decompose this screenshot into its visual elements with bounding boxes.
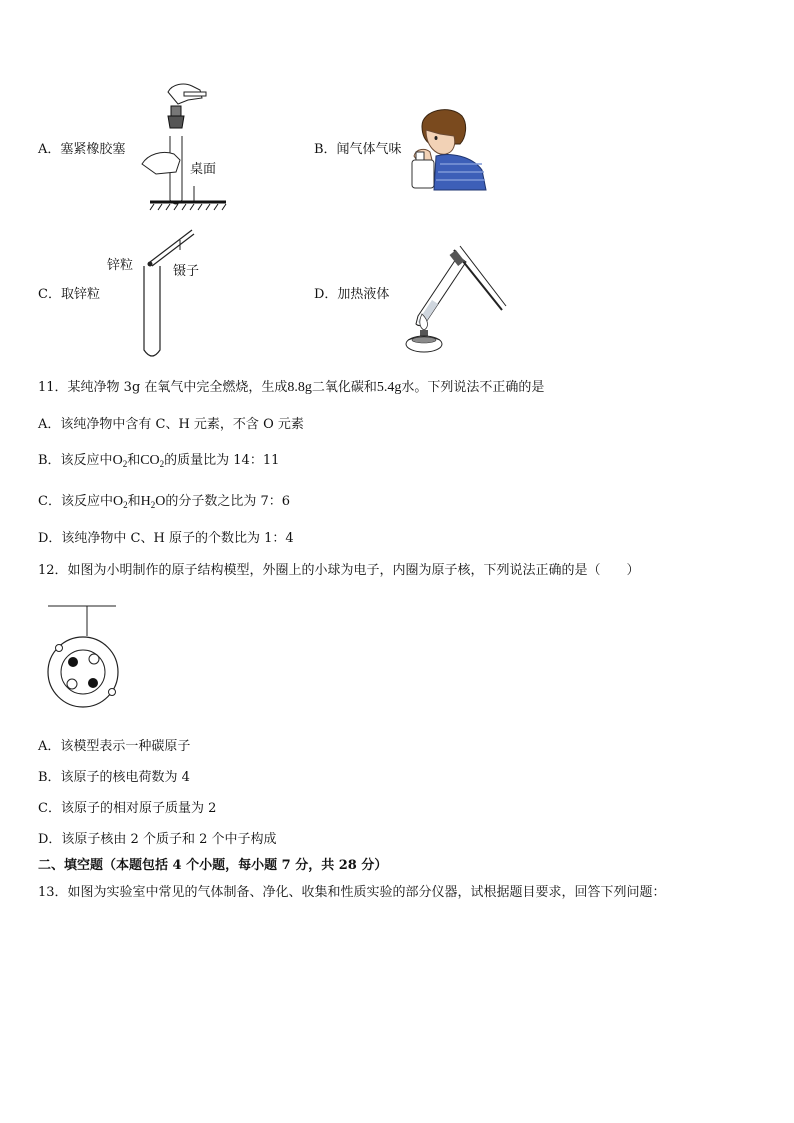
q11-stem-part2: 二氧化碳和 bbox=[311, 380, 377, 395]
figure-take-zinc bbox=[100, 222, 200, 362]
option-c-label: C．取锌粒 bbox=[38, 287, 100, 302]
q11-c-pre: C．该反应中 bbox=[38, 494, 113, 509]
figure-atom-model bbox=[40, 600, 130, 710]
q12-option-b: B．该原子的核电荷数为 4 bbox=[38, 770, 190, 785]
q12-option-c: C．该原子的相对原子质量为 2 bbox=[38, 801, 217, 816]
table-label: 桌面 bbox=[190, 162, 217, 177]
q12-option-d: D．该原子核由 2 个质子和 2 个中子构成 bbox=[38, 832, 277, 847]
q11-b-and: 和 bbox=[127, 453, 141, 468]
option-d-label: D．加热液体 bbox=[314, 287, 390, 302]
q11-c-post: 的分子数之比为 7：6 bbox=[165, 494, 291, 509]
figure-heat-liquid bbox=[398, 236, 508, 356]
q12-stem: 12．如图为小明制作的原子结构模型，外圈上的小球为电子，内圈为原子核，下列说法正确的是（ ） bbox=[38, 563, 640, 578]
q12-option-a: A．该模型表示一种碳原子 bbox=[38, 739, 191, 754]
q11-b-pre: B．该反应中 bbox=[38, 453, 113, 468]
zinc-label: 锌粒 bbox=[107, 258, 134, 273]
q11-stem-part3: 水。下列说法不正确的是 bbox=[401, 380, 545, 395]
figure-stopper-test-tube bbox=[140, 80, 230, 215]
q11-option-c bbox=[38, 494, 290, 513]
section-heading: 二、填空题（本题包括 4 个小题，每小题 7 分，共 28 分） bbox=[38, 858, 388, 873]
q11-b-co2: $CO_2$ bbox=[140, 453, 165, 469]
figure-smell-gas bbox=[410, 104, 490, 192]
q11-c-h2o: $H_2O$ bbox=[140, 494, 166, 510]
q11-c-and: 和 bbox=[127, 494, 141, 509]
q11-option-a: A．该纯净物中含有 C、H 元素，不含 O 元素 bbox=[38, 417, 304, 432]
q11-stem-part1: 11．某纯净物 3g 在氧气中完全燃烧，生成 bbox=[38, 380, 288, 395]
q11-stem bbox=[38, 380, 544, 396]
q11-b-o2: $O_2$ bbox=[112, 453, 128, 469]
q11-option-d: D．该纯净物中 C、H 原子的个数比为 1：4 bbox=[38, 531, 294, 546]
q11-c-o2: $O_2$ bbox=[112, 494, 128, 510]
option-b-label: B．闻气体气味 bbox=[314, 142, 402, 157]
q11-option-b bbox=[38, 453, 279, 472]
q13-stem: 13．如图为实验室中常见的气体制备、净化、收集和性质实验的部分仪器，试根据题目要求，回答下列问题： bbox=[38, 885, 666, 900]
q11-mass-h2o: 5.4g bbox=[376, 380, 402, 395]
tweezers-label: 镊子 bbox=[173, 264, 200, 279]
q11-mass-co2: 8.8g bbox=[287, 380, 312, 395]
q11-b-post: 的质量比为 14：11 bbox=[164, 453, 280, 468]
option-a-label: A．塞紧橡胶塞 bbox=[38, 142, 126, 157]
